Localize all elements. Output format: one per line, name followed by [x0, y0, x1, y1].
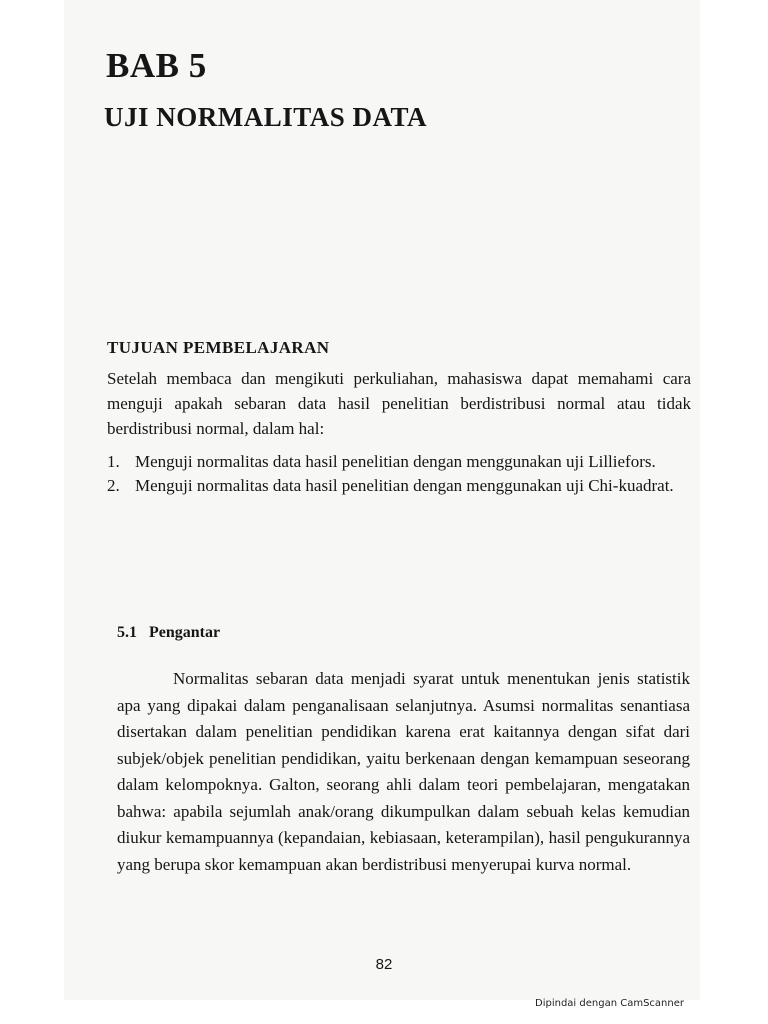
- objectives-intro: Setelah membaca dan mengikuti perkuliahan, mahasiswa dapat memahami cara menguji apakah sebaran data hasil penelitian berdistribusi normal atau tidak berdistribusi normal, dalam hal:: [107, 369, 691, 438]
- objective-number: 1.: [107, 452, 120, 471]
- chapter-label: BAB 5: [106, 46, 207, 85]
- objectives-list: [107, 450, 691, 498]
- chapter-title: UJI NORMALITAS DATA: [104, 102, 428, 132]
- section-heading: [117, 624, 220, 642]
- section-paragraph: Normalitas sebaran data menjadi syarat untuk menentukan jenis statistik apa yang dipakai dalam penganalisaan selanjutnya. Asumsi normalitas senantiasa disertakan dalam penelitian pendidikan karena erat kaitannya dengan sifat dari subjek/objek penelitian pendidikan, yaitu berkenaan dengan kemampuan seseorang dalam kelompoknya. Galton, seorang ahli dalam teori pembelajaran, mengatakan bahwa: apabila sejumlah anak/orang dikumpulkan dalam sebuah kelas kemudian diukur kemampuannya (kepandaian, kebiasaan, keterampilan), hasil pengukurannya yang berupa skor kemampuan akan berdistribusi menyerupai kurva normal.: [117, 669, 690, 874]
- section-title: Pengantar: [149, 624, 221, 641]
- section-number: 5.1: [117, 624, 137, 641]
- objective-item: [107, 450, 691, 474]
- objective-text: Menguji normalitas data hasil penelitian dengan menggunakan uji Lilliefors.: [135, 452, 656, 471]
- page-number: 82: [375, 956, 393, 973]
- objective-text: Menguji normalitas data hasil penelitian dengan menggunakan uji Chi-kuadrat.: [135, 476, 674, 495]
- objective-item: [107, 474, 691, 498]
- objective-number: 2.: [107, 476, 120, 495]
- objectives-heading: TUJUAN PEMBELAJARAN: [107, 338, 330, 357]
- scanner-watermark: Dipindai dengan CamScanner: [535, 998, 684, 1009]
